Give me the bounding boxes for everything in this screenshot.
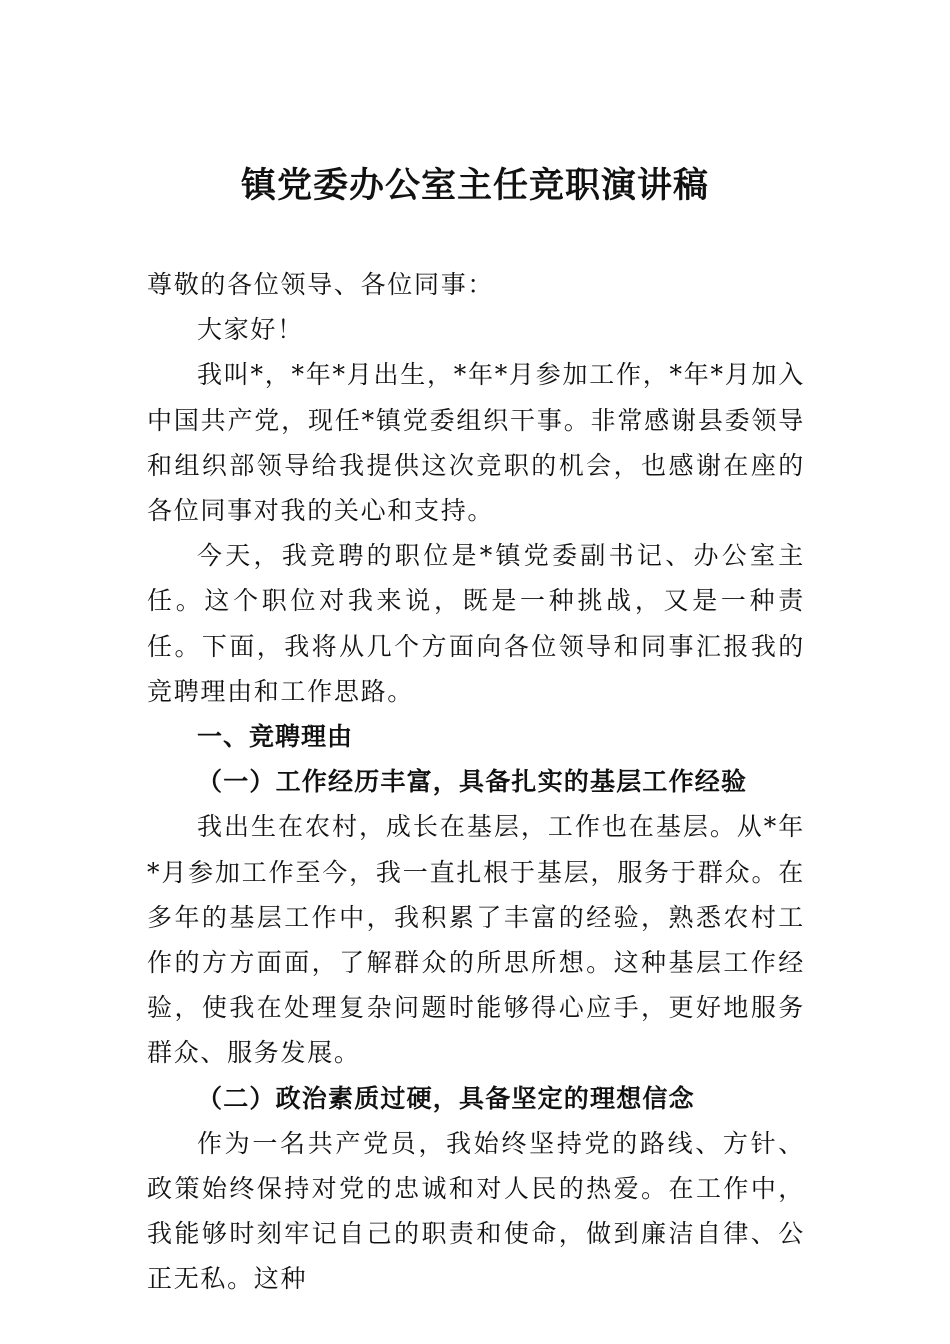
greeting: 大家好！ xyxy=(197,315,304,345)
document-title: 镇党委办公室主任竞职演讲稿 xyxy=(240,165,709,206)
intro-paragraph-2: 今天，我竞聘的职位是*镇党委副书记、办公室主任。这个职位对我来说，既是一种挑战，又是一种责任。下面，我将从几个方面向各位领导和同事汇报我的竞聘理由和工作思路。 xyxy=(147,541,805,706)
subsection-body-2: 作为一名共产党员，我始终坚持党的路线、方针、政策始终保持对党的忠诚和对人民的热爱。在工作中，我能够时刻牢记自己的职责和使命，做到廉洁自律、公正无私。这种 xyxy=(147,1128,805,1294)
document-body xyxy=(147,262,805,1302)
subsection-body-1: 我出生在农村，成长在基层，工作也在基层。从*年*月参加工作至今，我一直扎根于基层，服务于群众。在多年的基层工作中，我积累了丰富的经验，熟悉农村工作的方方面面，了解群众的所思所想。这种基层工作经验，使我在处理复杂问题时能够得心应手，更好地服务群众、服务发展。 xyxy=(147,812,805,1068)
intro-paragraph-1: 我叫*，*年*月出生，*年*月参加工作，*年*月加入中国共产党，现任*镇党委组织干事。非常感谢县委领导和组织部领导给我提供这次竞职的机会，也感谢在座的各位同事对我的关心和支持。 xyxy=(147,360,805,526)
subsection-heading-2: （二）政治素质过硬，具备坚定的理想信念 xyxy=(197,1083,695,1113)
salutation: 尊敬的各位领导、各位同事： xyxy=(147,270,495,299)
section-heading-1: 一、竞聘理由 xyxy=(197,722,354,752)
subsection-heading-1: （一）工作经历丰富，具备扎实的基层工作经验 xyxy=(197,767,748,797)
